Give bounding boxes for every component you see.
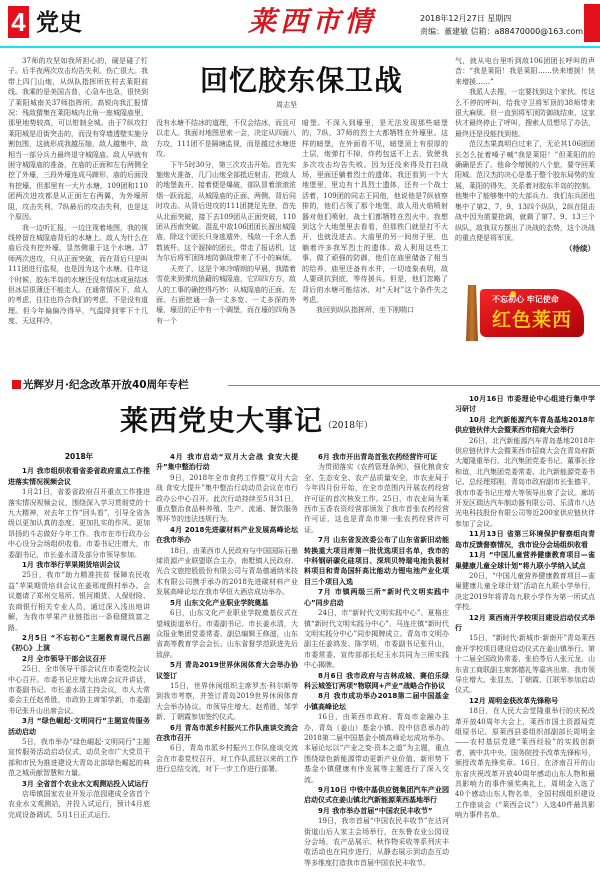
special-column-label: 光辉岁月·纪念改革开放40周年专栏 [23,379,189,391]
entry-heading: 8月 我市成功举办2018第二届中国基金小镇高峰论坛 [304,692,449,711]
article-title: 回忆胶东保卫战 [200,64,404,97]
entry-heading: 11月 “中国儿童营养健康教育项目—雀巢健康儿童全球计划”将九联小学纳入试点 [455,551,595,570]
entry-heading: 4月 2018先进碳材料产业发展高峰论坛在我市举办 [156,525,298,545]
entry-heading: 9月10日 中铁中基供应链集团汽车产业园启动仪式在姜山镇北汽新能源莱西基地举行 [304,786,449,805]
entry-body: 24日，市“新时代文明实践中心”、夏格庄镇“新时代文明实践分中心”、马连庄镇“新时代文明实践分中心”同步揭牌成立。青岛市文明办副主任姜鸿发、陈学明，市委副书记张升山，市委常委、宣传部部长纪玉水共同为三所实践中心揭牌。 [304,609,449,670]
monument-icon [462,285,482,341]
entry-heading: 12月 周明金获改革先锋称号 [469,696,559,705]
entry-heading: 10月16日 市委理论中心组进行集中学习研讨 [455,395,595,414]
article-paragraph: 气，就从电台里听到敌106团团长呼叫的声音：“我是莱阳！我是莱阳……快来增援！快来增援……” [455,57,595,86]
entry-heading: 10月 北汽新能源汽车青岛基地2018年供应链伙伴大会暨莱西市招商大会举行 [455,415,595,435]
article-paragraph: 下午5时30分，第三次攻击开始。首先实施炮火准备，几门山炮全部抵近射击，把敌人的地堡轰开，接着便是爆破，部队冒着滚滚浓烟一跃而起，从城隍庙的正面、两侧、背后同时攻击。从背后进攻的111团捷足先登，首先从北面突破，接下去109团从正面突破，110团从西南突破。混乱中敌106团团长溜出城隍庙，除这个团长只身逃遁外，残敌一千余人悉数被歼。这个溜掉的团长，带走了报话机，这为尔后将军顶阵地防御战带来了不小的麻烦。 [156,160,296,263]
to-be-continued: （待续） [565,244,595,254]
entry-heading: 2月5日 “不忘初心”主题教育现代吕剧《初心》上演 [8,633,150,653]
article-paragraph: 我一边听汇报，一边注视着地图，我的视线停留在城隍庙背后的水塘上。敌人为什么在庙后没有挖外壕，显然侧重于这个水塘。37师两次进攻，只从正面突破，而在背后只是叫111团进行监视，也是因为这个水塘。往年这个时候，胶东半岛的水塘还没有结冰或虽结冰但冰层很薄还不能走人。在通常情况下，敌人的考虑，往往也符合我们的考虑，不是没有道理。但今年偏偏冷得早，气温降到零下十几度，天这样冷， [8,223,148,326]
paper-name-logo: 莱西市情 [248,5,377,38]
banner-slogan-large: 红色莱西 [492,309,573,331]
entry-heading: 7月 山东省发改委公布了山东省新旧动能转换重大项目库第一批优选项目名单，我市的中科钢研碳化硅项目、深圳贝特瑞电池负极材料项目和青岛国轩高比能动力锂电池产业化项目三个项目入选 [304,536,449,586]
chronicle-column-1 [8,452,150,820]
entry-heading: 2月 全市领导干部会议召开 [22,654,107,663]
editor-contact: 责编：董建敏 信箱：a88470000@163.com [420,27,584,36]
entry-heading: 1月 我市组织收看省委省政府重点工作推进落实情况视频会议 [8,467,150,486]
entry-body: 店埠镇国家农业开发示范园建成全省首个农业水文观测站，并投入试运行，预计4月底完成设备调试，5月1日正式运行。 [8,790,150,819]
entry-heading: 5月 山东文化产业职业学院奠基 [170,598,269,607]
chronicle-column-4 [455,394,595,821]
entry-body: 25日，全市领导干部会议在市委党校会议中心召开。市委书记庄增大出席会议并讲话，市委副书记、市长姜水清主持会议，市人大常委会主任赵希胜，市政协主席邹学新，市委副书记张升山出席会议。 [8,665,150,715]
article-paragraph: 我派人去搜，一定要找到这个家伙。传这么不停的呼叫，给我守卫将军顶的38师带来很大麻烦。但一直到将军顶防御战结束，这家伙才最终停止了呼叫，搜索人员想尽了办法，最终还是没能找到他。 [455,88,595,138]
chronicle-column-2 [156,452,298,775]
chronicle-title-year: （2018年） [323,421,373,431]
entry-body: 20日，“中国儿童营养健康教育项目—雀巢健康儿童全球计划”活动在九联小学举行，决定2019年将青岛九联小学作为第一所试点学校。 [455,571,595,612]
article-paragraph: 37师的攻坚如我所担心的，硬是碰了钉子。后半夜两次攻击均告失利，伤亡很大。我带上四门山炮，从纵队指挥所佐村去莱阳前线。我乘的是美国吉普，心急车也急，很快到了莱阳城南关37师指挥所。高锐向我汇报情况：残敌猬集在莱阳城内北角一座城隍庙里，那里地势较高，可以钳制全城。由于7纵攻打莱阳城是沿街突击的，而没有穿墙透壁实施分割包围，这就形成我越压缩，敌人越集中，敌相当一部分兵力最终退守城隍庙。敌人早就有困守城隍庙的准备，在庙的正面和左右两侧全挖了外壕，三段外壕连成马蹄形，庙的后面没有挖壕，但那里有一大片水塘。109团和110团两次进攻都是从正面左右两翼，为外壕所阻，攻击失利，7纵最后的攻击失利，也是这个原因。 [8,57,148,222]
entry-heading: 1月 我市举行苹果期货培训会议 [22,561,121,570]
issue-date: 2018年12月27日 星期四 [420,14,512,23]
article-paragraph: 暗堡。不深入到壕里，是无法发现那些暗堡的，7纵、37师的烈士大都牺牲在外壕里。这样的暗堡，在外面看不见，暗堡顶上有很厚的土层，炮弹打不掉，炸药包送不上去，致使我多次攻击均告失败。因为还没来得及打扫战场，里面还躺着烈士的遗体。我还看到一个大地堡里，里边有十具烈士遗体，还有一个战士活着，109团的同志王同他，他说他是7纵侦察排的，他们占领了那个地堡，敌人用火焰喷射器对他们喷射，战士们都牺牲在烈火中。我想到这个大地堡里去看看，但那铁门就是打不大开，也就没进去。大庙里的另一间房子里，也躺着许多我军烈士的遗体。敌人利用这些工事，做了顽强的防御，他们在庙里储备了相当的给养，庙里还备有水井，一切迹象表明，敌人要顽抗到底，等待援兵。但是，他们忽略了背后的水塘可能结冰，对“天时”这个条件失之考虑。 [302,119,448,304]
chronicle-title [120,403,373,444]
red-laixi-banner-image [462,281,586,343]
article-paragraph: 没有水塘不结冰的道理，不仅会结冰，而且可以走人。我面对地图思索一会，决定从四面八方攻，111团不是隔塘监视，而是越过水塘进攻。 [156,119,296,159]
year-heading: 2018年 [64,452,94,461]
entry-heading: 5月 青岛2019世界休闲体育大会举办协议签订 [156,661,298,680]
article-paragraph: 天亮了，这是个寒冷晴朗的早晨，我踏着雪花来到弹坑狼藉的城隍庙，它四四方方，敌人的工事的确挖得巧妙：从城隍庙的正面、左面、右面挖通一条一丈多宽、一丈多深的外壕，壕沿的正中有一个碉堡，而在壕的四角各有一个 [156,264,296,325]
issue-meta [420,12,583,38]
section-title: 党史 [36,10,82,36]
entry-body: 15日，世界休闲组织主席罗杰·科尔斯等到我市考察，并签订青岛2019世界休闲体育大会举办协议。市领导庄增大、赵希胜、邹学新、丁朝霞参加签约仪式。 [156,681,298,722]
article-column-1 [8,56,148,327]
chronicle-column-3 [304,452,449,868]
page-number: 4 [8,6,29,38]
entry-body: 6日，山东文化产业职业学院奠基仪式在望城街道举行。市委副书记、市长姜水清，大众报业集团党委常委、副总编辑王修滋，山东省高等教育学会会长、山东省督学范跃进先后致辞。 [156,609,298,659]
entry-body: 9日，2018年全市食药工作暨“双月大会战 食安大提升”集中整治行动动员会议在市行政办公中心召开。此次行动持续至5月31日，重点整治食品种养殖、生产、流通、餐饮服务等环节的违法违规行为。 [156,473,298,524]
entry-body: 18日，在人民大会堂隆重举行的庆祝改革开放40周年大会上，莱西市国土资源局党组原书记、原莱西县委组织部副部长周明金——农村基层党建“莱西经验”的实践创新者，被中共中央、国务院授予改革先锋称号，颁授改革先锋奖章。16日，在济南召开的山东省庆祝改革开放40周年感动山东人物和最具影响力的事件颁奖典礼上，周明金入选了40个感动山东人物名单，全国村级组织建设工作座谈会（“莱西会议”）入选40件最具影响力事件名单。 [455,707,595,820]
entry-body: 26日，北汽新能源汽车青岛基地2018年供应链伙伴大会暨莱西市招商大会在青岛府新大厦隆重举行。北汽集团党委书记、董事长徐和谊，北汽集团党委常委、北汽新能源党委书记、总经理郑刚，青岛市政府副市长张德平，我市市委书记庄增大等领导出席了会议。廊坊开发区瑞达汽车制动器有限公司、乐清市八达光电科技股份有限公司等近200家供应链伙伴参加了会议。 [455,436,595,528]
entry-body: 6日，青岛市派乡村振兴工作队座谈交流会在市委党校召开，对工作队派驻以来的工作进行总结交流，对下一步工作进行部署。 [156,744,298,774]
entry-body: 19日，我市首届“中国农民丰收节”在沽河街道山后人家主会场举行，在东鲁农业公园设分会场，农产品展示、秋作物采收等系列庆丰收活动也在同步进行，从静态展示到动态互动等多维度打造我市首届中国农民丰收节。 [304,817,449,867]
entry-heading: 6月 青岛市派乡村振兴工作队座谈交流会在我市召开 [156,723,298,742]
entry-body: 15日，“新时代·新城市·新南开”青岛莱西南开学校项目建设启动仪式在姜山镇举行。第十二届全国政协常委、张伯苓后人张元龙，山东省工商联副主席郭德礼等嘉宾出席。我市领导庄增大、张显杰、丁朝霞、江联军参加启动仪式。 [455,634,595,695]
entry-body: 5日，我市举办“绿色崛起·文明同行”主题宣传服务活动启动仪式，动员全市广大党员干部和市民为推进建设大青岛北部绿色崛起的典范之城贡献智慧和力量。 [8,737,150,778]
article-column-2 [156,118,296,326]
special-column-header [12,379,189,392]
article-column-4 [455,56,595,254]
entry-heading: 11月13日 省第三环境保护督察组向青岛市反馈督察情况，我市设分会场组织收看 [455,530,595,549]
entry-heading: 9月 我市举办首届“中国农民丰收节” [318,806,433,815]
masthead [0,0,600,48]
chronicle-title-text: 莱西党史大事记 [120,404,324,437]
entry-body: 16日，由莱西市政府、青岛市金融办主办，青岛（姜山）基金小镇、投中信息承办的2018第二届中国基金小镇高峰论坛成功举办。本届论坛以“产业之变·资本之道”为主题，重点围绕绿色新能源带动更新产业价值、新形势下基金小镇健康有序发展等主题进行了深入交流。 [304,713,449,784]
entry-heading: 12月 莱西南开学校项目建设启动仪式举行 [455,613,595,632]
article-byline: 周志坚 [276,101,297,109]
entry-heading: 4月 我市启动“双月大会战 食安大提升”集中整治行动 [156,453,298,472]
entry-heading: 6月 我市开出青岛首张农药经营许可证 [318,453,438,461]
article-column-3 [302,118,448,316]
entry-body: 25日，我市“助力精准扶贫 保障农民收益”苹果期货培训会议在姜邢度假村举办。会议邀请了郑州交易所、银河期货、人保财险、农商银行相关专业人员，通过深入浅出地讲解，为我市苹果产业链指出一条稳健致富之路。 [8,571,150,632]
entry-heading: 3月 全省首个农业水文观测站投入试运行 [22,779,149,788]
red-page-tab [584,4,600,42]
banner-slogan-small: 不忘初心 牢记使命 [492,295,559,304]
red-square-icon [12,380,21,389]
article-paragraph: 范汉杰果真明白过来了，无论其106团团长怎么扯着嗓子喊“我是莱阳！”但莱阳的的确确是丢了。他命令增援的八个旅，要夺回莱阳城。范汉杰的决心是基于整个胶东局势的发展，莱阳的得失，关系着对胶东半岛的控制。他集中了能够集中的大部兵力。我们东兵团也集中了第2、7、9、13四个纵队，2纵在阻击战中因为需要抢调，就剩了第7、9、13三个纵队。敌我双方摆出了决战的态势，这个决战的重点便是将军顶。 [455,140,595,242]
entry-heading: 7月 市镇两级三所“新时代文明实践中心”同步启动 [304,588,449,607]
entry-body: 为贯彻落实《农药管理条例》，强化粮食安全、生态安全、农产品质量安全，市农业局于今年四月份开始，在全市范围内开展农药经营许可证的首次核发工作。25日，市农业局为莱西市玉香农资经营部颁发了我市首张农药经营许可证，这也是青岛市第一张农药经营许可证。 [304,463,449,534]
entry-body: 18日，由莱西市人民政府与中国国际石墨烯资源产业联盟联合主办，南墅镇人民政府、光合文旅控股股份有限公司与青岛德通纳米技术有限公司携手承办的2018先进碳材料产业发展高峰论坛在我市华恒大酒店成功举办。 [156,546,298,597]
entry-body: 1月21日，省委省政府召开重点工作推进落实情况视频会议，围绕深入学习贯彻党的十九大精神，对去年工作“回头看”，引导全省各级以更加认真的态度、更加扎实的作风、更加昂扬的斗志做好今年工作。我市在市行政办公中心设分会场组织收看。市委书记庄增大，市委副书记、市长姜水清及部分市领导参加。 [8,488,150,559]
entry-heading: 3月 “绿色崛起·文明同行”主题宣传服务活动启动 [8,717,150,736]
divider-line [228,385,600,386]
article-paragraph: 我回到纵队指挥所，坐下刚喘口 [316,306,414,315]
entry-heading: 8月6日 我市政府与吉林成城、赛伯乐绿科云城签订两项“物联网+产业”战略合作协议 [304,671,449,690]
